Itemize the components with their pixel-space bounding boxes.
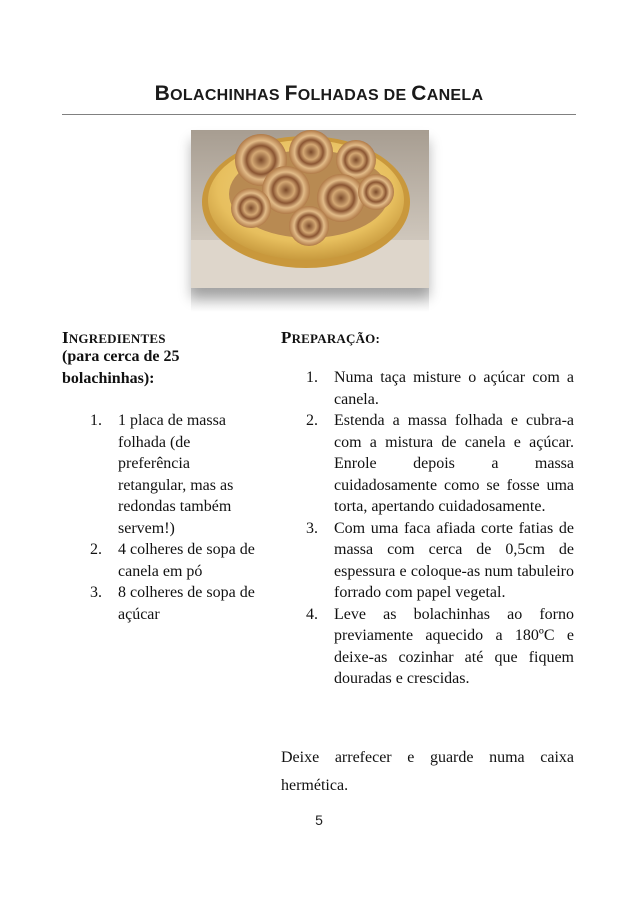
photo-shadow xyxy=(191,288,429,312)
list-item: 2. 4 colheres de sopa de canela em pó xyxy=(90,541,255,580)
preparation-heading: PREPARAÇÃO: xyxy=(281,328,381,347)
preparation-steps xyxy=(306,367,574,690)
closing-note: Deixe arrefecer e guarde numa caixa hermética. xyxy=(281,749,574,794)
title-divider xyxy=(62,114,576,115)
ingredients-heading: INGREDIENTES xyxy=(62,328,166,347)
list-item: 3. Com uma faca afiada corte fatias de massa com cerca de 0,5cm de espessura e coloque-as num tabuleiro forrado com papel vegetal. xyxy=(306,519,574,601)
recipe-photo xyxy=(191,130,429,288)
ingredients-list xyxy=(90,410,260,625)
page-number: 5 xyxy=(315,812,323,828)
list-item: 2. Estenda a massa folhada e cubra-a com a mistura de canela e açúcar. Enrole depois a massa cuidadosamente como se fosse uma torta, apertando cuidadosamente. xyxy=(306,412,574,515)
ingredients-subheading: (para cerca de 25 bolachinhas): xyxy=(62,348,180,387)
list-item: 1. 1 placa de massa folhada (de preferência retangular, mas as redondas também servem!) xyxy=(90,412,234,537)
page-title: BOLACHINHAS FOLHADAS DE CANELA xyxy=(154,82,484,105)
list-item: 3. 8 colheres de sopa de açúcar xyxy=(90,584,255,623)
list-item: 4. Leve as bolachinhas ao forno previamente aquecido a 180ºC e deixe-as cozinhar até que fiquem douradas e crescidas. xyxy=(306,605,574,687)
list-item: 1. Numa taça misture o açúcar com a canela. xyxy=(306,369,574,408)
